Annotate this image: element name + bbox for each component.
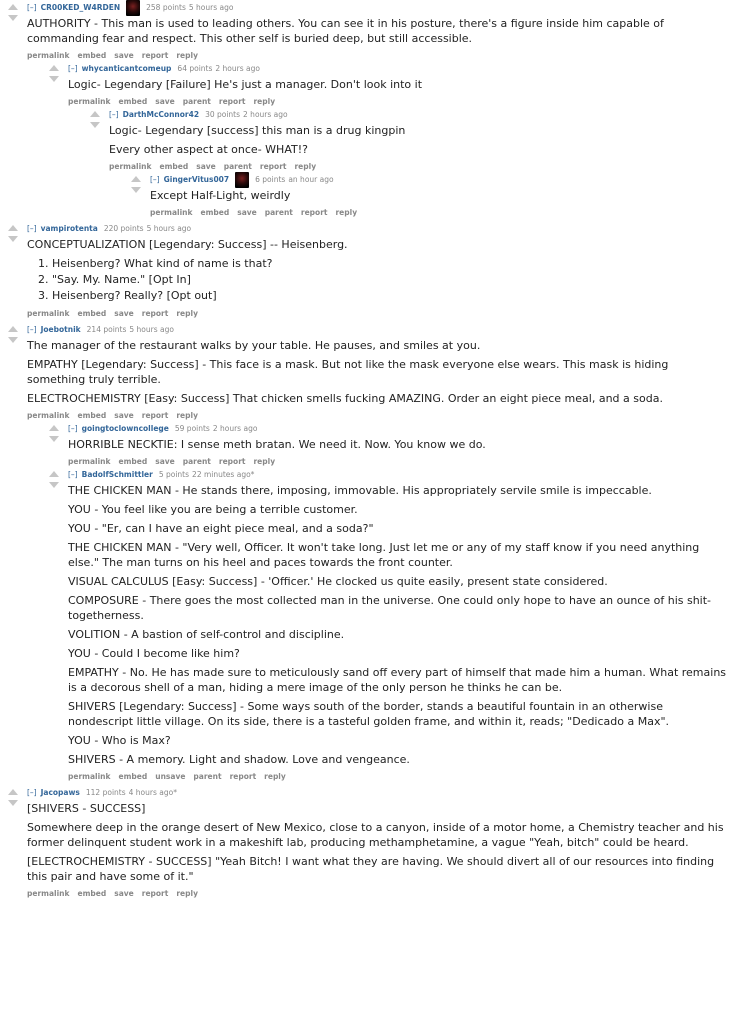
save-button[interactable]: save bbox=[114, 411, 134, 420]
permalink-button[interactable]: permalink bbox=[68, 97, 111, 106]
report-button[interactable]: report bbox=[141, 51, 169, 60]
comment bbox=[6, 324, 729, 784]
comment-tagline bbox=[27, 2, 729, 14]
vote-arrows bbox=[47, 65, 61, 82]
comment-paragraph: EMPATHY - No. He has made sure to meticulously sand off every part of himself that made him a human. What remains is a decorous shell of a man, hiding a mere image of the only person he thinks he can be. bbox=[68, 666, 727, 694]
report-button[interactable]: report bbox=[259, 162, 287, 171]
comment-paragraph: YOU - You feel like you are being a terrible customer. bbox=[68, 503, 358, 516]
comment-time: 5 hours ago bbox=[188, 3, 234, 12]
downvote-arrow-icon[interactable] bbox=[131, 187, 141, 193]
comment-tagline bbox=[27, 223, 729, 235]
report-button[interactable]: report bbox=[218, 97, 246, 106]
comment-body bbox=[68, 483, 729, 767]
comment-time: an hour ago bbox=[288, 175, 334, 184]
comment-buttons bbox=[27, 308, 729, 321]
permalink-button[interactable]: permalink bbox=[68, 772, 111, 781]
comment-paragraph: YOU - Who is Max? bbox=[68, 734, 171, 747]
comment-buttons bbox=[27, 888, 729, 901]
comment-body bbox=[68, 437, 729, 452]
collapse-toggle[interactable]: [–] bbox=[27, 224, 37, 233]
comment-buttons bbox=[27, 410, 729, 423]
comment-entry bbox=[68, 63, 729, 220]
comment bbox=[6, 223, 729, 321]
vote-arrows bbox=[6, 326, 20, 343]
upvote-arrow-icon[interactable] bbox=[49, 65, 59, 71]
permalink-button[interactable]: permalink bbox=[27, 51, 70, 60]
comment-paragraph: Every other aspect at once- WHAT!? bbox=[109, 143, 308, 156]
comment-paragraph: AUTHORITY - This man is used to leading others. You can see it in his posture, there's a figure inside him capable of commanding fear and respect. This other self is buried deep, but still accessible. bbox=[27, 17, 664, 45]
collapse-toggle[interactable]: [–] bbox=[109, 110, 119, 119]
comment-paragraph: YOU - "Er, can I have an eight piece meal, and a soda?" bbox=[68, 522, 374, 535]
comment-author[interactable]: whycanticantcomeup bbox=[81, 64, 172, 73]
comment-entry bbox=[27, 223, 729, 321]
save-button[interactable]: save bbox=[155, 457, 175, 466]
comment-body bbox=[27, 16, 729, 46]
comment-score: 6 points bbox=[255, 175, 286, 184]
comment-author[interactable]: BadolfSchmittler bbox=[81, 470, 153, 479]
permalink-button[interactable]: permalink bbox=[27, 309, 70, 318]
comment-entry bbox=[109, 109, 729, 220]
upvote-arrow-icon[interactable] bbox=[8, 326, 18, 332]
save-button[interactable]: save bbox=[114, 889, 134, 898]
child-comment bbox=[47, 63, 729, 220]
comment-tagline bbox=[68, 423, 729, 435]
comment-paragraph: YOU - Could I become like him? bbox=[68, 647, 240, 660]
comment-entry bbox=[68, 469, 729, 784]
comment-score: 220 points bbox=[103, 224, 144, 233]
vote-arrows bbox=[129, 176, 143, 193]
comment-tagline bbox=[68, 63, 729, 75]
embed-button[interactable]: embed bbox=[77, 411, 107, 420]
comment-body bbox=[27, 237, 729, 304]
comment-score: 258 points bbox=[146, 3, 186, 12]
comment-buttons bbox=[68, 96, 729, 109]
embed-button[interactable]: embed bbox=[200, 208, 230, 217]
report-button[interactable]: report bbox=[229, 772, 257, 781]
collapse-toggle[interactable]: [–] bbox=[27, 3, 37, 12]
report-button[interactable]: report bbox=[218, 457, 246, 466]
comment-paragraph: COMPOSURE - There goes the most collected man in the universe. One could only hope to have an ounce of his shit-togetherness. bbox=[68, 594, 712, 622]
comment-author[interactable]: Joebotnik bbox=[40, 325, 81, 334]
comment-entry bbox=[68, 423, 729, 469]
unsave-button[interactable]: unsave bbox=[155, 772, 186, 781]
comment-paragraph: EMPATHY [Legendary: Success] - This face is a mask. But not like the mask everyone else wears. This mask is hiding something truly terrible. bbox=[27, 358, 669, 386]
report-button[interactable]: report bbox=[141, 411, 169, 420]
comment-paragraph: Logic- Legendary [success] this man is a drug kingpin bbox=[109, 124, 406, 137]
collapse-toggle[interactable]: [–] bbox=[150, 175, 160, 184]
comment-score: 64 points bbox=[177, 64, 213, 73]
comment-tagline bbox=[27, 787, 729, 799]
embed-button[interactable]: embed bbox=[118, 97, 148, 106]
comment-entry bbox=[27, 324, 729, 784]
comment-entry bbox=[150, 174, 729, 220]
upvote-arrow-icon[interactable] bbox=[49, 471, 59, 477]
report-button[interactable]: report bbox=[141, 889, 169, 898]
comment-paragraph: Somewhere deep in the orange desert of New Mexico, close to a canyon, inside of a motor home, a Chemistry teacher and his former delinquent student work in a makeshift lab, producing methamphetamine, a vague "Yeah, bitch" could be heard. bbox=[27, 821, 724, 849]
permalink-button[interactable]: permalink bbox=[109, 162, 152, 171]
downvote-arrow-icon[interactable] bbox=[90, 122, 100, 128]
comment-time: 2 hours ago bbox=[215, 64, 260, 73]
comment-buttons bbox=[68, 456, 729, 469]
save-button[interactable]: save bbox=[114, 309, 134, 318]
child-comment bbox=[129, 174, 729, 220]
vote-arrows bbox=[88, 111, 102, 128]
comment-time: 2 hours ago bbox=[243, 110, 288, 119]
comment-tagline bbox=[150, 174, 729, 186]
list-item: 3. Heisenberg? Really? [Opt out] bbox=[52, 288, 729, 304]
comment bbox=[6, 2, 729, 220]
reply-button[interactable]: reply bbox=[176, 51, 198, 60]
save-button[interactable]: save bbox=[237, 208, 257, 217]
reply-button[interactable]: reply bbox=[264, 772, 286, 781]
comment bbox=[47, 63, 729, 220]
downvote-arrow-icon[interactable] bbox=[49, 482, 59, 488]
collapse-toggle[interactable]: [–] bbox=[68, 424, 78, 433]
permalink-button[interactable]: permalink bbox=[27, 411, 70, 420]
comment-paragraph: VISUAL CALCULUS [Easy: Success] - 'Officer.' He clocked us quite easily, present state considered. bbox=[68, 575, 608, 588]
comment-entry bbox=[27, 787, 729, 901]
comment-author[interactable]: GingerVitus007 bbox=[163, 175, 230, 184]
parent-button[interactable]: parent bbox=[182, 457, 211, 466]
comment-time: 2 hours ago bbox=[212, 424, 258, 433]
upvote-arrow-icon[interactable] bbox=[8, 789, 18, 795]
comment-tagline bbox=[68, 469, 729, 481]
comment-buttons bbox=[27, 50, 729, 63]
comment-paragraph: VOLITION - A bastion of self-control and discipline. bbox=[68, 628, 345, 641]
reply-button[interactable]: reply bbox=[176, 309, 198, 318]
parent-button[interactable]: parent bbox=[223, 162, 252, 171]
save-button[interactable]: save bbox=[155, 97, 175, 106]
upvote-arrow-icon[interactable] bbox=[8, 225, 18, 231]
comment-author[interactable]: goingtoclowncollege bbox=[81, 424, 169, 433]
comment-author[interactable]: Jacopaws bbox=[40, 788, 80, 797]
embed-button[interactable]: embed bbox=[118, 457, 148, 466]
comment-body bbox=[68, 77, 729, 92]
comment-author[interactable]: vampirotenta bbox=[40, 224, 98, 233]
comment-time: 5 hours ago bbox=[129, 325, 174, 334]
reply-button[interactable]: reply bbox=[176, 411, 198, 420]
list-item: 2. "Say. My. Name." [Opt In] bbox=[52, 272, 729, 288]
comment-time: 5 hours ago bbox=[146, 224, 192, 233]
permalink-button[interactable]: permalink bbox=[150, 208, 193, 217]
vote-arrows bbox=[6, 789, 20, 806]
comment-buttons bbox=[150, 207, 729, 220]
upvote-arrow-icon[interactable] bbox=[131, 176, 141, 182]
comment-score: 214 points bbox=[86, 325, 127, 334]
comment-paragraph: Except Half-Light, weirdly bbox=[150, 189, 291, 202]
vote-arrows bbox=[6, 225, 20, 242]
comment-paragraph: [SHIVERS - SUCCESS] bbox=[27, 802, 146, 815]
comment-tagline bbox=[27, 324, 729, 336]
comment-paragraph: HORRIBLE NECKTIE: I sense meth bratan. We need it. Now. You know we do. bbox=[68, 438, 486, 451]
comment-paragraph: [ELECTROCHEMISTRY - SUCCESS] "Yeah Bitch! I want what they are having. We should divert all of our resources into finding this pair and have some of it." bbox=[27, 855, 715, 883]
comment-paragraph: Logic- Legendary [Failure] He's just a manager. Don't look into it bbox=[68, 78, 423, 91]
reply-button[interactable]: reply bbox=[176, 889, 198, 898]
comment bbox=[88, 109, 729, 220]
downvote-arrow-icon[interactable] bbox=[49, 76, 59, 82]
comment-body bbox=[27, 338, 729, 406]
vote-arrows bbox=[47, 471, 61, 488]
collapse-toggle[interactable]: [–] bbox=[68, 64, 78, 73]
comment-tagline bbox=[109, 109, 729, 121]
upvote-arrow-icon[interactable] bbox=[8, 4, 18, 10]
reply-button[interactable]: reply bbox=[253, 97, 276, 106]
comment-entry bbox=[27, 2, 729, 220]
reply-button[interactable]: reply bbox=[335, 208, 358, 217]
report-button[interactable]: report bbox=[300, 208, 328, 217]
comment-paragraph: SHIVERS [Legendary: Success] - Some ways south of the border, stands a beautiful fountain in an otherwise nondescript little village. On its side, there is a tasteful golden frame, and within it, reads; "Dedicado a Max". bbox=[68, 700, 670, 728]
downvote-arrow-icon[interactable] bbox=[49, 436, 59, 442]
user-flair-icon bbox=[235, 172, 249, 188]
comment bbox=[47, 423, 729, 469]
reply-button[interactable]: reply bbox=[253, 457, 276, 466]
parent-button[interactable]: parent bbox=[182, 97, 211, 106]
permalink-button[interactable]: permalink bbox=[68, 457, 111, 466]
embed-button[interactable]: embed bbox=[77, 309, 107, 318]
embed-button[interactable]: embed bbox=[159, 162, 189, 171]
downvote-arrow-icon[interactable] bbox=[8, 15, 18, 21]
comment bbox=[47, 469, 729, 784]
vote-arrows bbox=[47, 425, 61, 442]
downvote-arrow-icon[interactable] bbox=[8, 337, 18, 343]
child-comment bbox=[88, 109, 729, 220]
collapse-toggle[interactable]: [–] bbox=[27, 788, 37, 797]
comment-paragraph: ELECTROCHEMISTRY [Easy: Success] That chicken smells fucking AMAZING. Order an eight piece meal, and a soda. bbox=[27, 392, 663, 405]
upvote-arrow-icon[interactable] bbox=[90, 111, 100, 117]
comment-body bbox=[109, 123, 729, 157]
comment-author[interactable]: CR00KED_W4RDEN bbox=[40, 3, 121, 12]
comment-score: 112 points bbox=[85, 788, 126, 797]
comment bbox=[129, 174, 729, 220]
permalink-button[interactable]: permalink bbox=[27, 889, 70, 898]
comment bbox=[6, 787, 729, 901]
comment-author[interactable]: DarthMcConnor42 bbox=[122, 110, 200, 119]
save-button[interactable]: save bbox=[196, 162, 216, 171]
comment-score: 59 points bbox=[174, 424, 210, 433]
child-comment bbox=[47, 423, 729, 469]
user-flair-icon bbox=[126, 0, 140, 16]
comment-score: 30 points bbox=[205, 110, 241, 119]
comment-buttons bbox=[109, 161, 729, 174]
parent-button[interactable]: parent bbox=[264, 208, 293, 217]
upvote-arrow-icon[interactable] bbox=[49, 425, 59, 431]
comment-paragraph: CONCEPTUALIZATION [Legendary: Success] -- Heisenberg. bbox=[27, 238, 348, 251]
comment-body bbox=[150, 188, 729, 203]
comment-paragraph: SHIVERS - A memory. Light and shadow. Love and vengeance. bbox=[68, 753, 410, 766]
embed-button[interactable]: embed bbox=[118, 772, 148, 781]
embed-button[interactable]: embed bbox=[77, 51, 107, 60]
vote-arrows bbox=[6, 4, 20, 21]
comment-paragraph: The manager of the restaurant walks by your table. He pauses, and smiles at you. bbox=[27, 339, 481, 352]
comment-paragraph: THE CHICKEN MAN - He stands there, imposing, immovable. His appropriately servile smile is impeccable. bbox=[68, 484, 652, 497]
downvote-arrow-icon[interactable] bbox=[8, 800, 18, 806]
comment-time: 22 minutes ago* bbox=[192, 470, 255, 479]
parent-button[interactable]: parent bbox=[193, 772, 222, 781]
save-button[interactable]: save bbox=[114, 51, 134, 60]
embed-button[interactable]: embed bbox=[77, 889, 107, 898]
list-item: 1. Heisenberg? What kind of name is that? bbox=[52, 256, 729, 272]
comment-body bbox=[27, 801, 729, 884]
comment-buttons bbox=[68, 771, 729, 784]
collapse-toggle[interactable]: [–] bbox=[27, 325, 37, 334]
comment-list bbox=[27, 256, 729, 304]
report-button[interactable]: report bbox=[141, 309, 169, 318]
comment-time: 4 hours ago* bbox=[128, 788, 177, 797]
comment-paragraph: THE CHICKEN MAN - "Very well, Officer. It won't take long. Just let me or any of my staff know if you need anything else." The man turns on his heel and paces towards the front counter. bbox=[68, 541, 700, 569]
child-comment bbox=[47, 469, 729, 784]
reply-button[interactable]: reply bbox=[294, 162, 317, 171]
collapse-toggle[interactable]: [–] bbox=[68, 470, 78, 479]
downvote-arrow-icon[interactable] bbox=[8, 236, 18, 242]
comment-score: 5 points bbox=[158, 470, 190, 479]
